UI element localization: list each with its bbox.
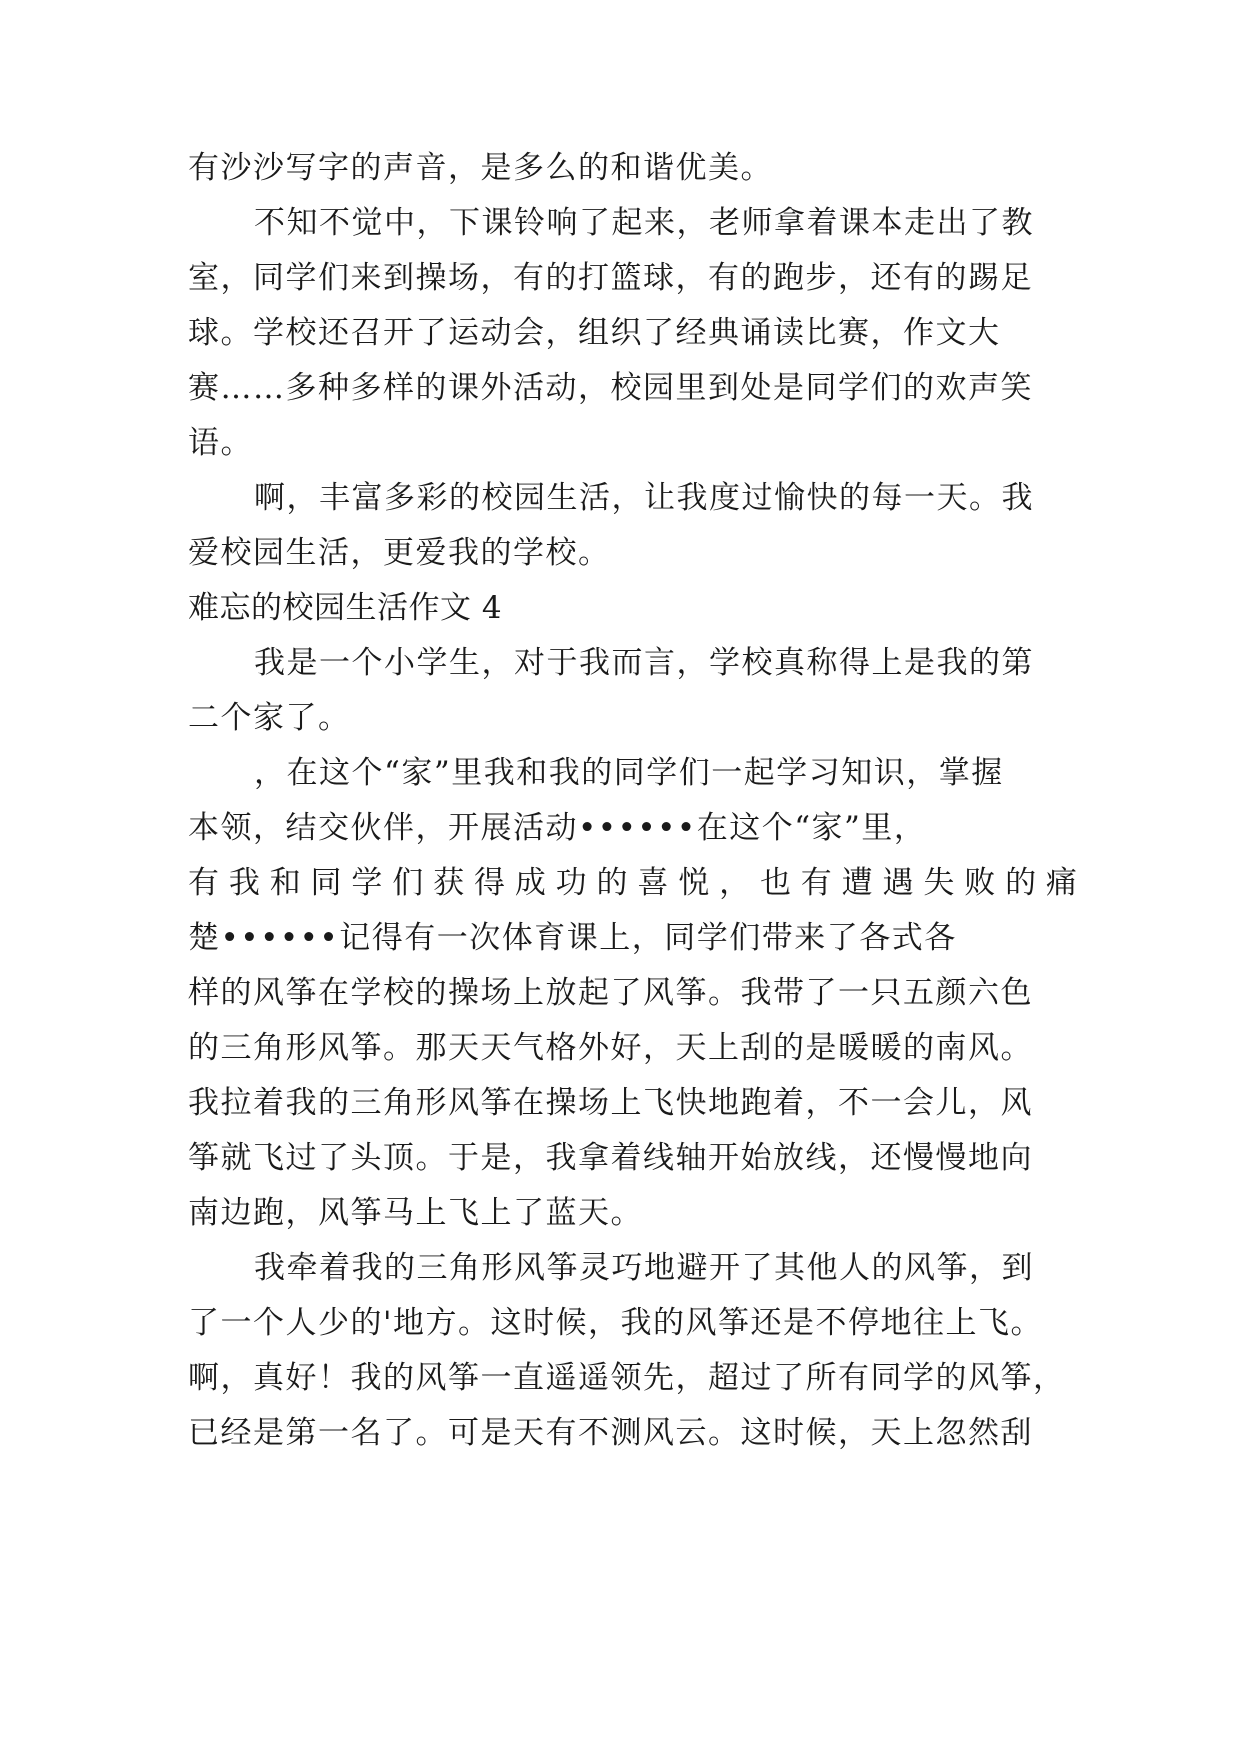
- text-line: 啊，丰富多彩的校园生活，让我度过愉快的每一天。我: [254, 480, 1034, 516]
- text-line: 啊，真好！我的风筝一直遥遥领先，超过了所有同学的风筝，: [188, 1360, 1066, 1396]
- text-line: ，在这个“家”里我和我的同学们一起学习知识，掌握: [254, 755, 1004, 791]
- text-line: 赛……多种多样的课外活动，校园里到处是同学们的欢声笑: [188, 370, 1033, 406]
- text-line: 爱校园生活，更爱我的学校。: [188, 535, 611, 571]
- section-heading: 难忘的校园生活作文 4: [188, 590, 503, 626]
- text-line: 我拉着我的三角形风筝在操场上飞快地跑着，不一会儿，风: [188, 1085, 1033, 1121]
- text-line: 筝就飞过了头顶。于是，我拿着线轴开始放线，还慢慢地向: [188, 1140, 1033, 1176]
- text-line: 球。学校还召开了运动会，组织了经典诵读比赛，作文大: [188, 315, 1001, 351]
- text-line: 有 我 和 同 学 们 获 得 成 功 的 喜 悦 ， 也 有 遭 遇 失 败 的 痛: [188, 865, 1077, 901]
- text-line: 南边跑，风筝马上飞上了蓝天。: [188, 1195, 643, 1231]
- text-line: 有沙沙写字的声音，是多么的和谐优美。: [188, 150, 773, 186]
- text-line: 已经是第一名了。可是天有不测风云。这时候，天上忽然刮: [188, 1415, 1033, 1451]
- text-line: 楚••••••记得有一次体育课上，同学们带来了各式各: [188, 920, 957, 956]
- text-line: 的三角形风筝。那天天气格外好，天上刮的是暖暖的南风。: [188, 1030, 1033, 1066]
- text-line: 语。: [188, 425, 253, 461]
- text-line: 我是一个小学生，对于我而言，学校真称得上是我的第: [254, 645, 1034, 681]
- text-line: 本领，结交伙伴，开展活动••••••在这个“家”里，: [188, 810, 927, 846]
- text-line: 了一个人少的'地方。这时候，我的风筝还是不停地往上飞。: [188, 1305, 1044, 1341]
- text-line: 样的风筝在学校的操场上放起了风筝。我带了一只五颜六色: [188, 975, 1033, 1011]
- text-line: 室，同学们来到操场，有的打篮球，有的跑步，还有的踢足: [188, 260, 1033, 296]
- text-line: 不知不觉中，下课铃响了起来，老师拿着课本走出了教: [254, 205, 1034, 241]
- text-line: 我牵着我的三角形风筝灵巧地避开了其他人的风筝，到: [254, 1250, 1034, 1286]
- text-line: 二个家了。: [188, 700, 351, 736]
